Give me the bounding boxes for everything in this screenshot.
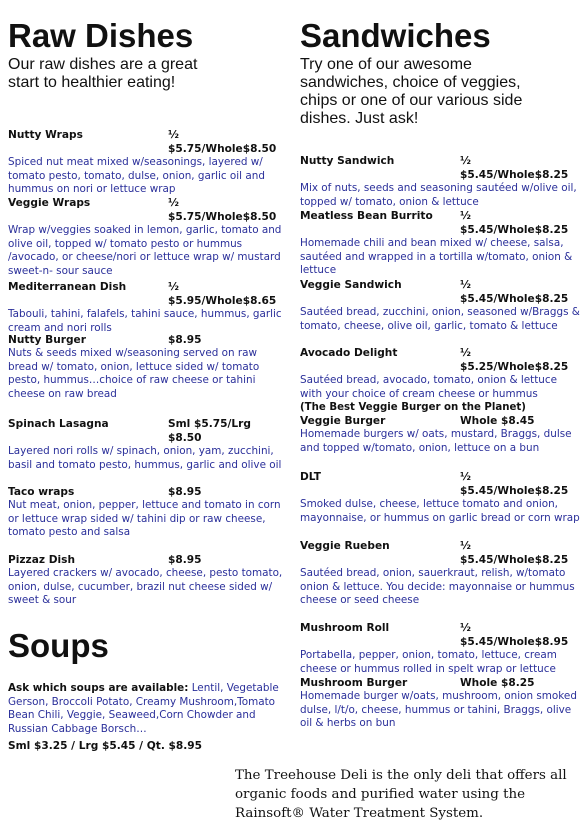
- menu-item-mediterranean-dish: [8, 280, 288, 335]
- menu-item-mushroom-roll: [300, 621, 582, 676]
- soups-label: Ask which soups are available:: [8, 682, 189, 694]
- item-description: Sautéed bread, avocado, tomato, onion & lettuce with your choice of cream cheese or hummus: [300, 374, 557, 400]
- menu-item-veggie-rueben: [300, 539, 582, 608]
- item-price: Sml $5.75/Lrg $8.50: [168, 418, 251, 444]
- item-name: Veggie Burger: [300, 415, 386, 427]
- item-price: ½ $5.45/Whole$8.95: [460, 622, 569, 648]
- item-price: ½ $5.45/Whole$8.25: [460, 279, 569, 305]
- sandwiches-title: Sandwiches: [300, 17, 491, 54]
- soups-price: Sml $3.25 / Lrg $5.45 / Qt. $8.95: [8, 740, 203, 752]
- item-description: Homemade burger w/oats, mushroom, onion smoked dulse, l/t/o, cheese, hummus or tahini, Braggs, olive oil & herbs on bun: [300, 690, 577, 729]
- item-price: ½ $5.75/Whole$8.50: [168, 129, 277, 155]
- menu-item-pizzaz-dish: [8, 553, 288, 608]
- footer-note: The Treehouse Deli is the only deli that offers all organic foods and purified water using the Rainsoft® Water Treatment System.: [235, 768, 567, 821]
- raw-dishes-intro: Our raw dishes are a great start to healthier eating!: [8, 56, 198, 91]
- menu-item-taco-wraps: [8, 485, 288, 540]
- item-name: Mushroom Roll: [300, 622, 390, 634]
- item-price: ½ $5.45/Whole$8.25: [460, 155, 569, 181]
- item-name: Spinach Lasagna: [8, 418, 109, 430]
- item-name: Avocado Delight: [300, 347, 398, 359]
- menu-item-veggie-sandwich: [300, 278, 582, 333]
- menu-item-veggie-wraps: [8, 196, 288, 278]
- item-price: ½ $5.45/Whole$8.25: [460, 471, 569, 497]
- item-name: Taco wraps: [8, 486, 75, 498]
- item-price: ½ $5.45/Whole$8.25: [460, 540, 569, 566]
- menu-item-nutty-wraps: [8, 128, 288, 197]
- item-name: Nutty Burger: [8, 334, 86, 346]
- item-name: Mushroom Burger: [300, 677, 408, 689]
- menu-item-veggie-burger: [300, 401, 582, 455]
- item-price: Whole $8.45: [460, 415, 535, 427]
- item-name: Veggie Wraps: [8, 197, 91, 209]
- item-name: Veggie Sandwich: [300, 279, 402, 291]
- item-price: ½ $5.45/Whole$8.25: [460, 210, 569, 236]
- item-price: $8.95: [168, 486, 202, 498]
- item-name: DLT: [300, 471, 322, 483]
- item-name: Pizzaz Dish: [8, 554, 76, 566]
- item-description: Spiced nut meat mixed w/seasonings, layered w/ tomato pesto, tomato, dulse, onion, garlic oil and hummus on nori or lettuce wrap: [8, 156, 265, 195]
- item-price: $8.95: [168, 554, 202, 566]
- item-description: Homemade chili and bean mixed w/ cheese, salsa, sautéed and wrapped in a tortilla w/tomato, onion & lettuce: [300, 237, 573, 276]
- item-description: Layered crackers w/ avocado, cheese, pesto tomato, onion, dulse, cucumber, brazil nut cheese sided w/ sweet & sour: [8, 567, 283, 606]
- item-price: $8.95: [168, 334, 202, 346]
- item-description: Layered nori rolls w/ spinach, onion, yam, zucchini, basil and tomato pesto, hummus, garlic and olive oil: [8, 445, 282, 471]
- item-price: Whole $8.25: [460, 677, 535, 689]
- item-description: Portabella, pepper, onion, tomato, lettuce, cream cheese or hummus rolled in spelt wrap or lettuce: [300, 649, 557, 675]
- item-description: Smoked dulse, cheese, lettuce tomato and onion, mayonnaise, or hummus on garlic bread or corn wrap: [300, 498, 580, 524]
- menu-item-dlt: [300, 470, 582, 525]
- soups-title: Soups: [8, 627, 109, 664]
- raw-dishes-title: Raw Dishes: [8, 17, 194, 54]
- item-description: Mix of nuts, seeds and seasoning sautéed w/olive oil, topped w/ tomato, onion & lettuce: [300, 182, 577, 208]
- item-description: Sautéed bread, zucchini, onion, seasoned w/Braggs & tomato, cheese, olive oil, garlic, tomato & lettuce: [300, 306, 580, 332]
- item-price: ½ $5.75/Whole$8.50: [168, 197, 277, 223]
- menu-item-nutty-burger: [8, 333, 288, 401]
- soups-availability: [8, 682, 280, 736]
- item-description: Tabouli, tahini, falafels, tahini sauce, hummus, garlic cream and nori rolls: [8, 308, 282, 334]
- item-description: Nuts & seeds mixed w/seasoning served on raw bread w/ tomato, onion, lettuce sided w/ tomato pesto, hummus…choice of raw cheese or tahini cheese on raw bread: [8, 347, 260, 400]
- item-name: Meatless Bean Burrito: [300, 210, 433, 222]
- menu-item-meatless-bean-burrito: [300, 209, 582, 278]
- item-price: ½ $5.25/Whole$8.25: [460, 347, 569, 373]
- item-description: Nut meat, onion, pepper, lettuce and tomato in corn or lettuce wrap sided w/ tahini dip or raw cheese, tomato pesto and salsa: [8, 499, 281, 538]
- item-name: Mediterranean Dish: [8, 281, 127, 293]
- menu-item-nutty-sandwich: [300, 154, 582, 209]
- item-name: Nutty Wraps: [8, 129, 83, 141]
- item-name: Veggie Rueben: [300, 540, 390, 552]
- item-tagline: (The Best Veggie Burger on the Planet): [300, 402, 526, 413]
- menu-item-spinach-lasagna: [8, 417, 288, 472]
- item-price: ½ $5.95/Whole$8.65: [168, 281, 277, 307]
- menu-item-avocado-delight: [300, 346, 582, 401]
- menu-item-mushroom-burger: [300, 676, 582, 731]
- item-description: Homemade burgers w/ oats, mustard, Braggs, dulse and topped w/tomato, onion, lettuce on a bun: [300, 428, 572, 454]
- soups-list: Lentil, Vegetable Gerson, Broccoli Potato, Creamy Mushroom,Tomato Bean Chili, Veggie, Seaweed,Corn Chowder and Russian Cabbage Borsch…: [8, 682, 279, 735]
- item-description: Sautéed bread, onion, sauerkraut, relish, w/tomato onion & lettuce. You decide: mayonnaise or hummus cheese or seed cheese: [300, 567, 575, 606]
- sandwiches-intro: Try one of our awesome sandwiches, choice of veggies, chips or one of our various side dishes. Just ask!: [300, 56, 523, 127]
- item-name: Nutty Sandwich: [300, 155, 395, 167]
- soups-section: [8, 628, 288, 664]
- item-description: Wrap w/veggies soaked in lemon, garlic, tomato and olive oil, topped w/ tomato pesto or hummus /avocado, or cheese/nori or lettuce wrap w/ mustard sweet-n- sour sauce: [8, 224, 282, 277]
